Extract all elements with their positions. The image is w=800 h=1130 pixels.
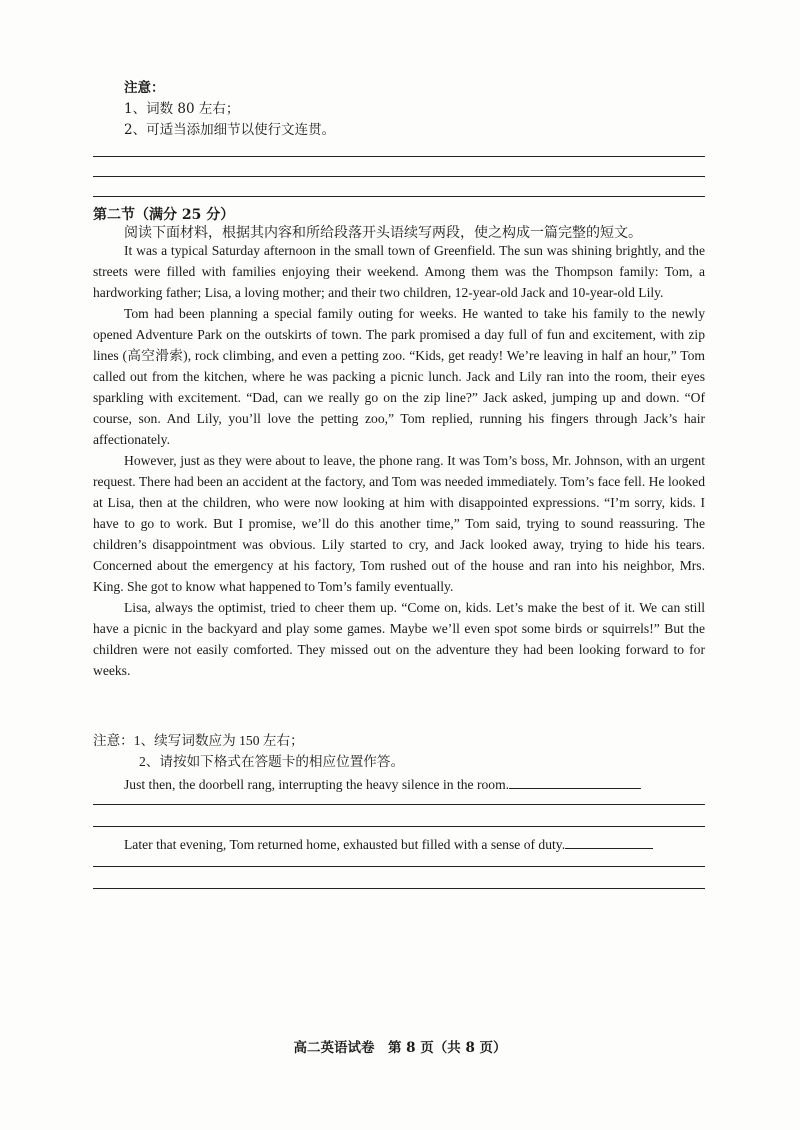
- paragraph-starter-2: [124, 836, 653, 853]
- starter-2-blank[interactable]: [565, 836, 653, 849]
- answer-line[interactable]: [93, 888, 705, 889]
- answer-line[interactable]: [93, 176, 705, 177]
- answer-line[interactable]: [93, 196, 705, 197]
- passage-paragraph-3: However, just as they were about to leave, the phone rang. It was Tom’s boss, Mr. Johnson, with an urgent request. There had been an accident at the factory, and Tom was needed immediately. Tom’s face fell. He looked at Lisa, then at the children, who were now looking at him with disappointed expressions. “I’m sorry, kids. I have to go to work. But I promise, we’ll do this another time,” Tom said, trying to sound reassuring. The children’s disappointment was obvious. Lily started to cry, and Jack looked away, trying to hide his tears. Concerned about the emergency at his factory, Tom rushed out of the house and ran into his neighbor, Mrs. King. She got to know what happened to Tom’s family eventually.: [93, 453, 705, 594]
- passage-paragraph-1: It was a typical Saturday afternoon in the small town of Greenfield. The sun was shining brightly, and the streets were filled with families enjoying their weekend. Among them was the Thompson family: Tom, a hardworking father; Lisa, a loving mother; and their two children, 12-year-old Jack and 10-year-old Lily.: [93, 243, 705, 300]
- paragraph-starter-1: [124, 776, 641, 793]
- notes-item-2: 2、可适当添加细节以使行文连贯。: [124, 122, 336, 138]
- continuation-requirements: [93, 730, 404, 772]
- page-footer: 高二英语试卷 第 8 页（共 8 页）: [293, 1040, 507, 1056]
- starter-2-text: Later that evening, Tom returned home, exhausted but filled with a sense of duty.: [124, 837, 566, 852]
- passage-paragraph-4: Lisa, always the optimist, tried to cheer them up. “Come on, kids. Let’s make the best of it. We can still have a picnic in the backyard and play some games. Maybe we’ll even spot some birds or squirrels!” But the children were not easily comforted. They missed out on the adventure they had been looking forward to for weeks.: [93, 600, 705, 678]
- notes-item-1: 1、词数 80 左右；: [124, 101, 240, 117]
- answer-line[interactable]: [93, 804, 705, 805]
- starter-1-text: Just then, the doorbell rang, interrupting the heavy silence in the room.: [124, 777, 510, 792]
- requirement-2: 2、请按如下格式在答题卡的相应位置作答。: [139, 754, 405, 769]
- reading-passage: [93, 240, 705, 681]
- answer-line[interactable]: [93, 826, 705, 827]
- section-2-instruction: 阅读下面材料，根据其内容和所给段落开头语续写两段，使之构成一篇完整的短文。: [124, 225, 642, 241]
- requirement-1: 注意：1、续写词数应为 150 左右；: [93, 733, 304, 748]
- answer-line[interactable]: [93, 156, 705, 157]
- notes-title: 注意：: [124, 80, 165, 96]
- writing-notes: [124, 78, 684, 141]
- passage-paragraph-2: Tom had been planning a special family outing for weeks. He wanted to take his family to the newly opened Adventure Park on the outskirts of town. The park promised a day full of fun and excitement, with zip lines (高空滑索), rock climbing, and even a petting zoo. “Kids, get ready! We’re leaving in half an hour,” Tom called out from the kitchen, where he was packing a picnic lunch. Jack and Lily ran into the room, their eyes sparkling with excitement. “Dad, can we really go on the zip line?” Jack asked, jumping up and down. “Of course, son. And Lily, you’ll love the petting zoo,” Tom replied, running his fingers through Jack’s hair affectionately.: [93, 306, 705, 447]
- section-2-heading: 第二节（满分 25 分）: [93, 207, 235, 223]
- answer-line[interactable]: [93, 866, 705, 867]
- starter-1-blank[interactable]: [509, 776, 641, 789]
